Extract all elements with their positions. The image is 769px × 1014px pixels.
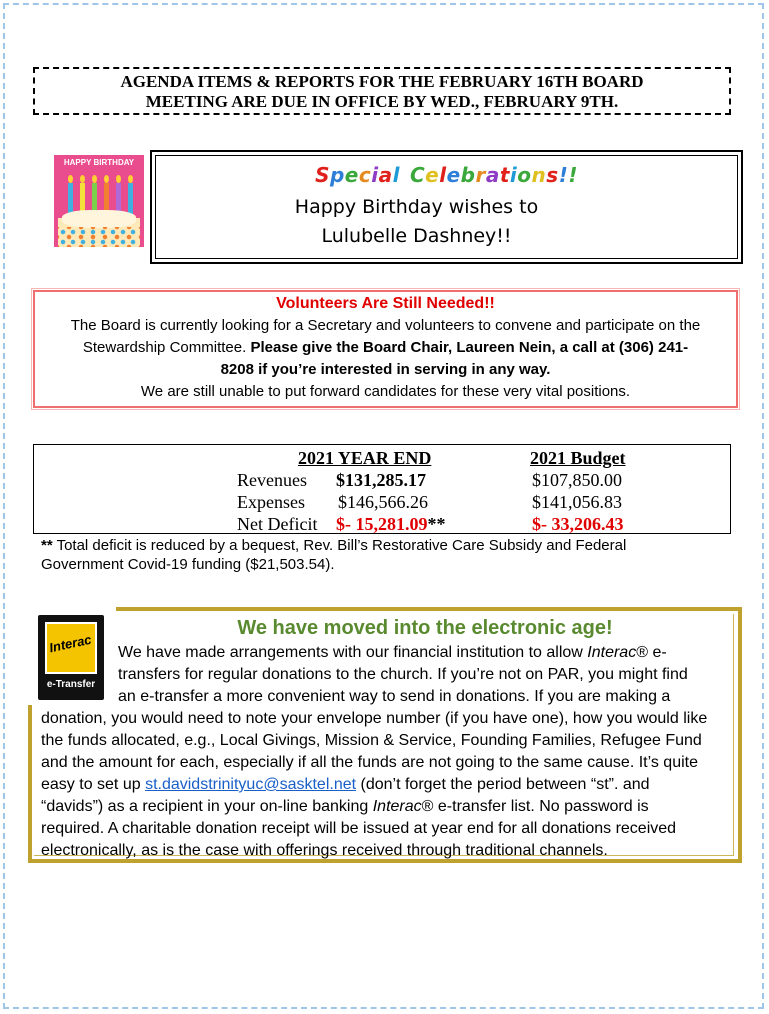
- row-year-end: $131,285.17: [336, 470, 426, 490]
- volunteers-line-1: The Board is currently looking for a Secretary and volunteers to convene and participate on the: [70, 317, 701, 334]
- birthday-cake-image: [54, 155, 144, 247]
- title-letter: !: [568, 163, 578, 187]
- frame-border: [733, 614, 734, 856]
- etransfer-line: donation, you would need to note your envelope number (if you have one), how you would like: [41, 710, 708, 727]
- etransfer-line: and the amount for each, especially if all the funds are not going to the same cause. It’s quite: [41, 754, 698, 771]
- title-letter: C: [409, 163, 426, 187]
- interac-logo-badge: [45, 622, 97, 674]
- interac-etransfer-logo: [38, 615, 104, 700]
- title-letter: c: [358, 163, 372, 187]
- title-letter: e: [446, 163, 461, 187]
- email-link[interactable]: st.davidstrinityuc@sasktel.net: [145, 776, 357, 793]
- title-letter: !: [558, 163, 569, 187]
- title-letter: S: [315, 163, 330, 187]
- title-letter: p: [329, 163, 345, 187]
- row-label: Revenues: [237, 470, 307, 490]
- interac-logo-text: Interac: [47, 631, 93, 656]
- etransfer-line: an e-transfer a more convenient way to send in donations. If you are making a: [118, 688, 671, 705]
- candle-flame: [128, 175, 133, 183]
- celebrations-box: [150, 150, 743, 264]
- title-letter: a: [485, 163, 500, 187]
- row-label: Net Deficit: [237, 514, 318, 534]
- volunteers-box: [33, 290, 738, 408]
- volunteers-title: Volunteers Are Still Needed!!: [276, 295, 495, 312]
- row-year-end: $146,566.26: [338, 492, 428, 512]
- financials-table: [33, 444, 731, 534]
- etransfer-title: We have moved into the electronic age!: [237, 617, 613, 639]
- candle-flame: [104, 175, 109, 183]
- celebrations-title: [152, 163, 741, 187]
- agenda-notice: [33, 67, 731, 115]
- cake-decoration: [58, 227, 140, 247]
- etransfer-line: “davids”) as a recipient in your on-line banking Interac® e-transfer list. No password is: [41, 798, 649, 815]
- birthday-image-caption: HAPPY BIRTHDAY: [63, 158, 135, 167]
- row-budget: $107,850.00: [532, 470, 622, 490]
- etransfer-line: easy to set up st.davidstrinityuc@sasktel.net (don’t forget the period between “st”. and: [41, 776, 650, 793]
- volunteers-line-4: We are still unable to put forward candidates for these very vital positions.: [140, 383, 631, 400]
- title-letter: e: [344, 163, 359, 187]
- title-letter: l: [392, 163, 400, 187]
- title-letter: n: [531, 163, 547, 187]
- candle-flame: [116, 175, 121, 183]
- header-year-end: 2021 YEAR END: [298, 448, 432, 468]
- title-letter: i: [371, 163, 379, 187]
- title-letter: e: [425, 163, 440, 187]
- cake-top: [62, 210, 136, 228]
- volunteers-line-3: 8208 if you’re interested in serving in any way.: [220, 361, 551, 378]
- celebrations-line-1: Happy Birthday wishes to: [294, 196, 539, 218]
- candle-flame: [92, 175, 97, 183]
- row-year-end: $- 15,281.09**: [336, 514, 446, 534]
- row-label: Expenses: [237, 492, 305, 512]
- volunteers-line-2: Stewardship Committee. Please give the Board Chair, Laureen Nein, a call at (306) 241-: [82, 339, 689, 356]
- etransfer-line: We have made arrangements with our financial institution to allow Interac® e-: [118, 644, 667, 661]
- title-letter: l: [439, 163, 447, 187]
- frame-border: [28, 705, 32, 863]
- candle-flame: [68, 175, 73, 183]
- title-letter: s: [546, 163, 559, 187]
- financials-note: ** Total deficit is reduced by a bequest, Rev. Bill’s Restorative Care Subsidy and Federal Government Covid-19 funding ($21,503.54).: [41, 537, 627, 573]
- row-budget: $141,056.83: [532, 492, 622, 512]
- agenda-line-1: AGENDA ITEMS & REPORTS FOR THE FEBRUARY 16TH BOARD: [120, 72, 644, 91]
- etransfer-line: required. A charitable donation receipt will be issued at year end for all donations received: [41, 820, 677, 837]
- etransfer-line: the funds allocated, e.g., Local Givings, Mission & Service, Founding Families, Refugee Fund: [41, 732, 702, 749]
- etransfer-line: electronically, as is the case with offerings received through traditional channels.: [41, 842, 608, 859]
- header-budget: 2021 Budget: [530, 448, 626, 468]
- title-letter: a: [378, 163, 393, 187]
- frame-border: [116, 607, 742, 611]
- frame-border: [738, 607, 742, 863]
- celebrations-line-2: Lulubelle Dashney!!: [321, 225, 512, 247]
- etransfer-line: transfers for regular donations to the church. If you’re not on PAR, you might find: [118, 666, 688, 683]
- title-letter: r: [475, 163, 486, 187]
- title-letter: b: [460, 163, 476, 187]
- title-letter: t: [499, 163, 510, 187]
- candle: [68, 183, 73, 215]
- agenda-line-2: MEETING ARE DUE IN OFFICE BY WED., FEBRUARY 9TH.: [145, 92, 619, 111]
- candle-flame: [80, 175, 85, 183]
- candle: [128, 183, 133, 215]
- row-budget: $- 33,206.43: [532, 514, 624, 534]
- interac-logo-caption: e-Transfer: [46, 679, 96, 690]
- title-letter: i: [509, 163, 518, 187]
- title-letter: o: [517, 163, 532, 187]
